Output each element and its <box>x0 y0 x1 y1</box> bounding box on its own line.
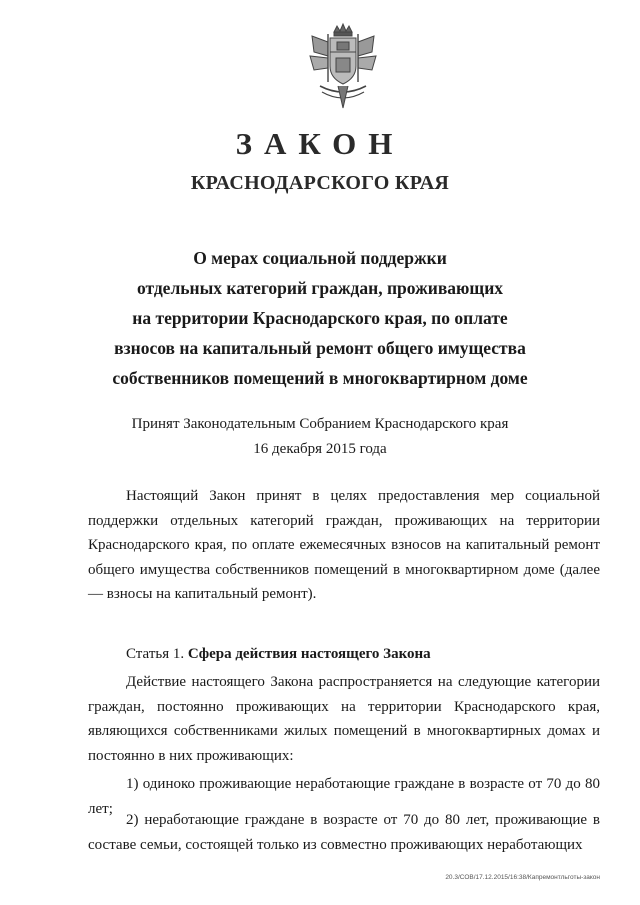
adoption-date: 16 декабря 2015 года <box>253 441 387 457</box>
region-heading: КРАСНОДАРСКОГО КРАЯ <box>190 172 450 194</box>
list-item: 1) одиноко проживающие неработающие граждане в возрасте от 70 до 80 лет; <box>88 776 600 817</box>
title-line: взносов на капитальный ремонт общего имущества <box>114 338 526 358</box>
law-heading: ЗАКОН <box>235 126 405 161</box>
coat-of-arms-emblem <box>306 22 380 110</box>
intro-paragraph: Настоящий Закон принят в целях предоставления мер социальной поддержки отдельных категорий граждан, проживающих на территории Краснодарского края, по оплате ежемесячных взносов на капитальный ремонт общего имущества собственников помещений в многоквартирном доме (далее — взносы на капитальный ремонт). <box>88 488 600 602</box>
article-number: Статья 1. <box>126 646 185 662</box>
adoption-body: Принят Законодательным Собранием Краснодарского края <box>131 416 509 432</box>
title-line: на территории Краснодарского края, по оплате <box>132 308 508 328</box>
title-line: собственников помещений в многоквартирном доме <box>112 368 528 388</box>
title-line: О мерах социальной поддержки <box>193 248 447 268</box>
law-title <box>0 243 640 393</box>
article-heading <box>126 646 431 663</box>
article-paragraph: Действие настоящего Закона распространяется на следующие категории граждан, постоянно проживающих на территории Краснодарского края, являющихся собственниками жилых помещений в многоквартирных домах и постоянно в них проживающих: <box>88 674 600 764</box>
file-footer: 20.3/СОВ/17.12.2015/16:38/Капремонтльготы-закон <box>445 874 600 881</box>
adoption-note <box>0 412 640 462</box>
title-line: отдельных категорий граждан, проживающих <box>136 278 504 298</box>
list-item: 2) неработающие граждане в возрасте от 70 до 80 лет, проживающие в составе семьи, состоящей только из совместно проживающих неработающих <box>88 812 600 853</box>
article-title: Сфера действия настоящего Закона <box>187 646 431 662</box>
